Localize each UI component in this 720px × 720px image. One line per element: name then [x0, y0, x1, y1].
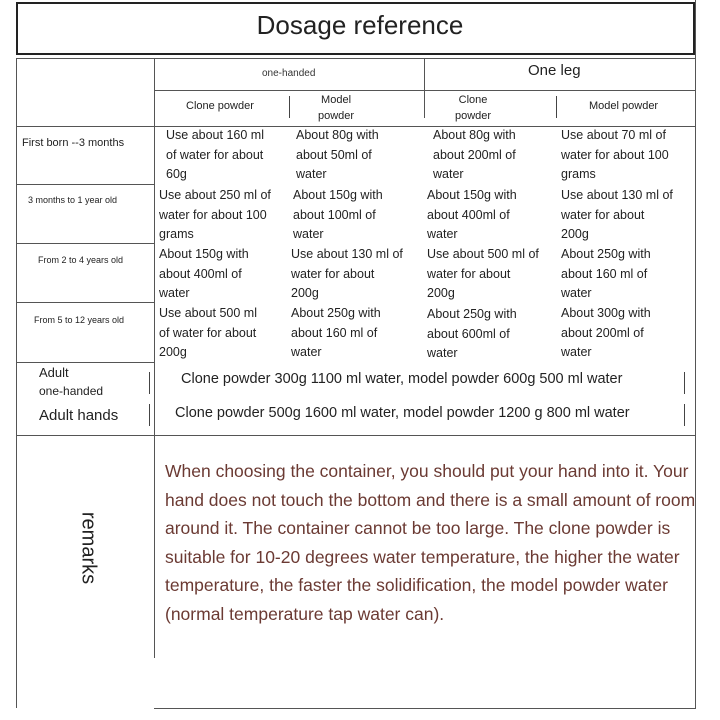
- header-top-line: [16, 58, 696, 59]
- cell-line: water: [561, 286, 592, 300]
- cell-line: 60g: [166, 167, 187, 181]
- cell-line: About 80g with: [296, 128, 379, 142]
- cell-line: Use about 500 ml of: [427, 247, 539, 261]
- cell-line: about 50ml of: [296, 147, 372, 162]
- cell-line: About 150g with: [293, 188, 383, 202]
- cell-line: Use about 250 ml of: [159, 188, 271, 202]
- col-header-model-1: Model powder: [318, 94, 355, 122]
- cell-line: About 80g with: [433, 128, 516, 142]
- cell-line: water: [561, 345, 592, 359]
- cell-line: about 400ml of: [427, 207, 510, 222]
- row-label-5-12-years: From 5 to 12 years old: [34, 315, 125, 325]
- cell-r1-c3: [561, 186, 673, 245]
- cell-r3-c1: [291, 304, 381, 363]
- cell-line: 200g: [159, 345, 187, 359]
- cell-line: about 400ml of: [159, 266, 242, 281]
- cell-r2-c0: [159, 245, 249, 304]
- cell-line: grams: [159, 227, 194, 241]
- cell-line: About 250g with: [291, 306, 381, 320]
- cell-r3-c0: [159, 304, 257, 363]
- tick-mark: [149, 372, 150, 394]
- row-line-3: [16, 302, 154, 303]
- cell-line: water: [293, 227, 324, 241]
- bottom-line: [154, 708, 696, 709]
- one-leg-header: One leg: [528, 62, 581, 79]
- cell-line: of water for about: [159, 325, 257, 340]
- cell-line: 200g: [427, 286, 455, 300]
- cell-r2-c3: [561, 245, 651, 304]
- row-line-4: [16, 362, 154, 363]
- cell-line: Use about 160 ml: [166, 128, 264, 142]
- cell-line: water for about: [561, 207, 645, 222]
- cell-line: water: [433, 167, 464, 181]
- cell-line: water for about: [291, 266, 375, 281]
- adult-one-handed-label-2: one-handed: [39, 384, 104, 398]
- row-line-2: [16, 243, 154, 244]
- row-label-first-born: First born --3 months: [22, 137, 125, 149]
- cell-r3-c3: [561, 304, 651, 363]
- cell-line: 200g: [291, 286, 319, 300]
- cell-line: Use about 130 ml of: [291, 247, 403, 261]
- cell-r0-c2: [433, 126, 516, 185]
- subheader-line: [154, 90, 696, 91]
- col-header-model-2: Model powder: [589, 100, 659, 112]
- cell-line: About 250g with: [427, 307, 517, 321]
- cell-line: water: [291, 345, 322, 359]
- cell-line: water: [427, 346, 458, 360]
- cell-line: about 160 ml of: [561, 266, 648, 281]
- cell-r2-c1: [291, 245, 403, 304]
- remarks-text: When choosing the container, you should put your hand into it. Your hand does not touch the bottom and there is a small amount of room around it. The container cannot be too large. The clone powder is suitable for 10-20 degrees water temperature, the higher the water temperature, the faster the solidification, the model powder water (normal temperature tap water can).: [165, 461, 696, 624]
- row-label-3-months: 3 months to 1 year old: [28, 195, 118, 205]
- row-line-5: [16, 435, 696, 436]
- cell-line: grams: [561, 167, 596, 181]
- cell-r0-c1: [296, 126, 379, 185]
- tick-mark: [684, 404, 685, 426]
- cell-line: About 250g with: [561, 247, 651, 261]
- cell-r2-c2: [427, 245, 539, 304]
- adult-one-handed-value: Clone powder 300g 1100 ml water, model powder 600g 500 ml water: [181, 371, 623, 387]
- tick-mark: [556, 96, 557, 118]
- adult-hands-value: Clone powder 500g 1600 ml water, model powder 1200 g 800 ml water: [175, 405, 630, 421]
- col-header-clone-2: Clone powder: [455, 94, 492, 122]
- page-title: Dosage reference: [256, 10, 464, 40]
- cell-r1-c0: [159, 186, 271, 245]
- cell-line: water for about 100: [561, 147, 669, 162]
- cell-line: Use about 500 ml: [159, 306, 257, 320]
- cell-line: water: [427, 227, 458, 241]
- group-divider-line: [424, 58, 425, 118]
- cell-r3-c2: [427, 305, 517, 364]
- cell-line: water for about: [427, 266, 511, 281]
- col-header-clone-1: Clone powder: [186, 100, 254, 112]
- cell-r1-c1: [293, 186, 383, 245]
- remarks-label: remarks: [77, 511, 100, 585]
- cell-line: water for about 100: [159, 207, 267, 222]
- cell-r0-c0: [166, 126, 264, 185]
- cell-line: about 200ml of: [433, 147, 516, 162]
- cell-line: of water for about: [166, 147, 264, 162]
- cell-line: water: [159, 286, 190, 300]
- cell-line: About 150g with: [159, 247, 249, 261]
- cell-line: water: [296, 167, 327, 181]
- cell-line: about 160 ml of: [291, 325, 378, 340]
- cell-r0-c3: [561, 126, 669, 185]
- cell-line: About 300g with: [561, 306, 651, 320]
- tick-mark: [684, 372, 685, 394]
- cell-line: about 600ml of: [427, 326, 510, 341]
- cell-line: about 200ml of: [561, 325, 644, 340]
- left-border: [16, 58, 17, 708]
- cell-line: about 100ml of: [293, 207, 376, 222]
- one-handed-header: one-handed: [262, 68, 316, 79]
- row-label-2-4-years: From 2 to 4 years old: [38, 255, 124, 265]
- row-line-1: [16, 184, 154, 185]
- cell-line: Use about 130 ml of: [561, 188, 673, 202]
- tick-mark: [289, 96, 290, 118]
- label-column-line: [154, 58, 155, 658]
- cell-line: About 150g with: [427, 188, 517, 202]
- adult-one-handed-label-1: Adult: [39, 365, 69, 380]
- adult-hands-label: Adult hands: [39, 407, 119, 424]
- cell-line: Use about 70 ml of: [561, 128, 666, 142]
- cell-r1-c2: [427, 186, 517, 245]
- tick-mark: [149, 404, 150, 426]
- cell-line: 200g: [561, 227, 589, 241]
